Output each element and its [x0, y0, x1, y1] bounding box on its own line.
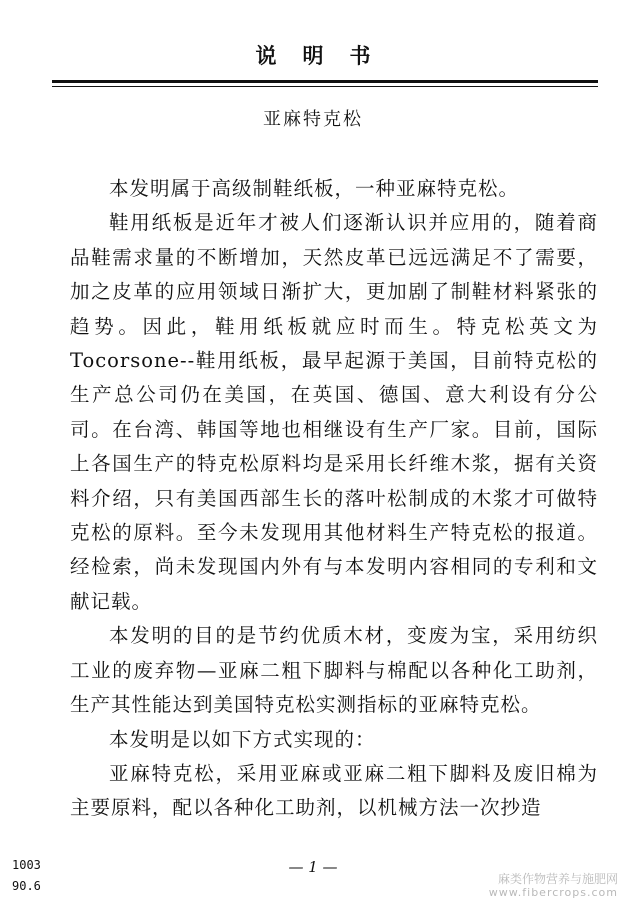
- document-title: 说明书: [255, 43, 397, 68]
- footer-code-1: 1003: [12, 858, 41, 872]
- paragraph-5: 亚麻特克松，采用亚麻或亚麻二粗下脚料及废旧棉为主要原料，配以各种化工助剂，以机械方法一次抄造: [70, 761, 598, 820]
- watermark-url: www.fibercrops.com: [488, 886, 618, 899]
- footer-code-2: 90.6: [12, 879, 41, 893]
- document-body: [70, 172, 598, 826]
- title-rule-thick: [52, 80, 598, 83]
- paragraph-1: 本发明属于高级制鞋纸板，一种亚麻特克松。: [109, 177, 520, 200]
- watermark-text: 麻类作物营养与施肥网: [497, 872, 618, 886]
- title-rule-thin: [52, 86, 598, 87]
- paragraph-4: 本发明是以如下方式实现的：: [109, 727, 376, 751]
- invention-name: 亚麻特克松: [263, 109, 363, 130]
- page-number: — 1 —: [288, 858, 338, 876]
- paragraph-2: 鞋用纸板是近年才被人们逐渐认识并应用的，随着商品鞋需求量的不断增加，天然皮革已远远满足不了需要，加之皮革的应用领域日渐扩大，更加剧了制鞋材料紧张的趋势。因此，鞋用纸板就应时而生。特克松英文为Tocorsone--鞋用纸板，最早起源于美国，目前特克松的生产总公司仍在美国，在英国、德国、意大利设有分公司。在台湾、韩国等地也相继设有生产厂家。目前，国际上各国生产的特克松原料均是采用长纤维木浆，据有关资料介绍，只有美国西部生长的落叶松制成的木浆才可做特克松的原料。至今未发现用其他材料生产特克松的报道。经检索，尚未发现国内外有与本发明内容相同的专利和文献记载。: [70, 211, 598, 613]
- paragraph-3: 本发明的目的是节约优质木材，变废为宝，采用纺织工业的废弃物—亚麻二粗下脚料与棉配以各种化工助剂，生产其性能达到美国特克松实测指标的亚麻特克松。: [70, 624, 598, 717]
